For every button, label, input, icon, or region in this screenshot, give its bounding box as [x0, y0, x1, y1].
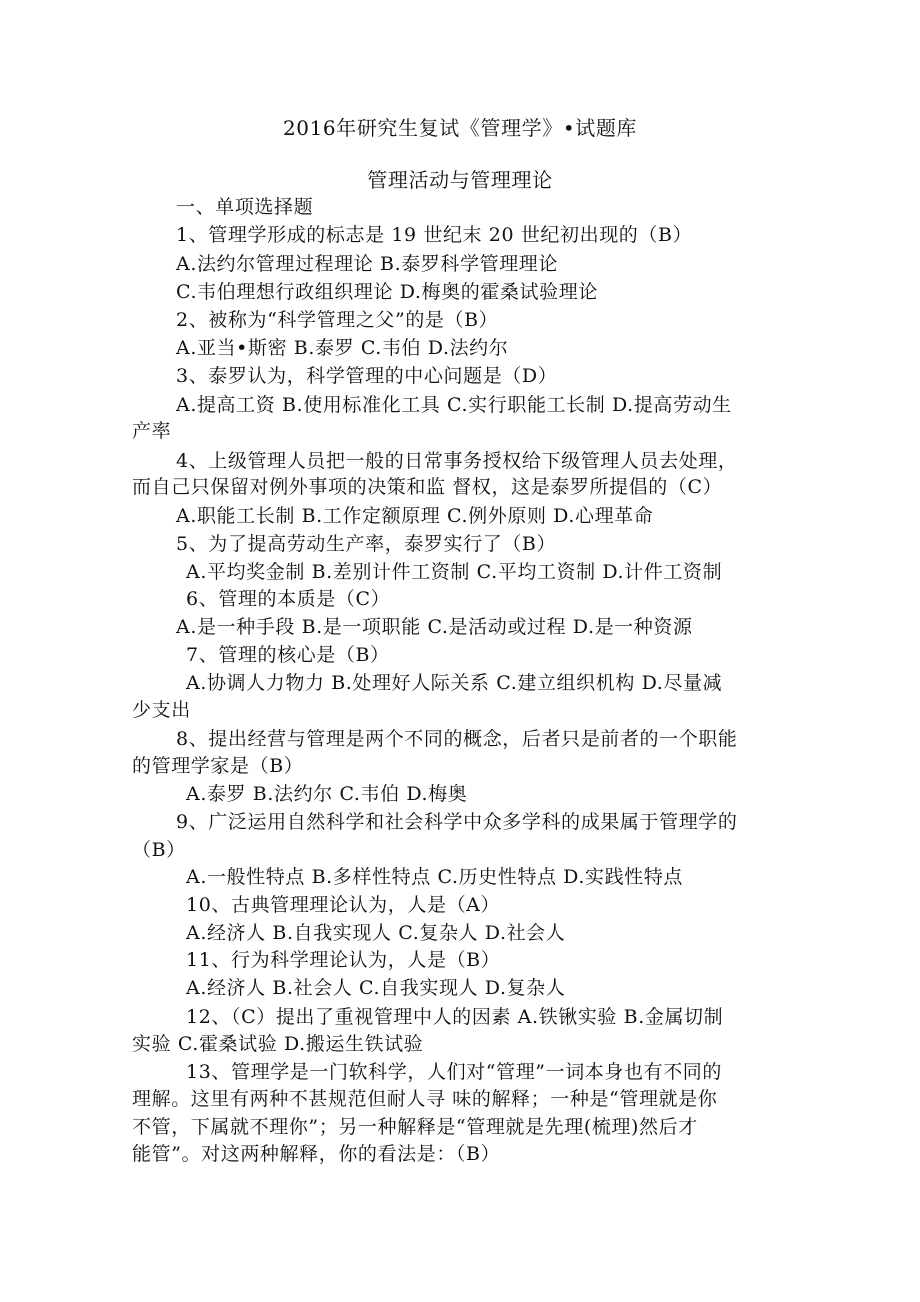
question-8-options: A.泰罗 B.法约尔 C.韦伯 D.梅奥 [186, 783, 468, 805]
question-1: 1、管理学形成的标志是 19 世纪末 20 世纪初出现的（B） [176, 224, 693, 246]
question-13-cont-3: 能管”。对这两种解释，你的看法是：（B） [132, 1143, 501, 1165]
question-7: 7、管理的核心是（B） [186, 644, 390, 666]
question-5: 5、为了提高劳动生产率，泰罗实行了（B） [176, 533, 557, 555]
question-11-options: A.经济人 B.社会人 C.自我实现人 D.复杂人 [186, 977, 566, 999]
question-6-options: A.是一种手段 B.是一项职能 C.是活动或过程 D.是一种资源 [176, 616, 693, 638]
question-1-options-ab: A.法约尔管理过程理论 B.泰罗科学管理理论 [176, 253, 559, 275]
question-8-cont: 的管理学家是（B） [132, 755, 304, 777]
section-title: 管理活动与管理理论 [367, 168, 553, 192]
question-3-options: A.提高工资 B.使用标准化工具 C.实行职能工长制 D.提高劳动生 [176, 394, 732, 416]
question-4: 4、上级管理人员把一般的日常事务授权给下级管理人员去处理， [176, 450, 738, 472]
question-13: 13、管理学是一门软科学，人们对“管理”一词本身也有不同的 [186, 1061, 723, 1083]
question-7-options: A.协调人力物力 B.处理好人际关系 C.建立组织机构 D.尽量减 [186, 672, 723, 694]
document-title: 2016年研究生复试《管理学》•试题库 [282, 116, 638, 140]
question-10: 10、古典管理理论认为，人是（A） [186, 894, 501, 916]
question-11: 11、行为科学理论认为，人是（B） [186, 949, 501, 971]
question-2-options: A.亚当•斯密 B.泰罗 C.韦伯 D.法约尔 [176, 337, 509, 359]
question-12-cont: 实验 C.霍桑试验 D.搬运生铁试验 [132, 1033, 424, 1055]
question-13-cont-1: 理解。这里有两种不甚规范但耐人寻 味的解释；一种是“管理就是你 [132, 1088, 718, 1110]
question-1-options-cd: C.韦伯理想行政组织理论 D.梅奥的霍桑试验理论 [176, 281, 598, 303]
question-3-options-cont: 产率 [132, 420, 172, 442]
question-2: 2、被称为“科学管理之父”的是（B） [176, 309, 499, 331]
question-6: 6、管理的本质是（C） [186, 588, 391, 610]
question-13-cont-2: 不管，下属就不理你”；另一种解释是“管理就是先理(梳理)然后才 [132, 1116, 698, 1138]
section-heading: 一、单项选择题 [176, 196, 314, 218]
question-7-options-cont: 少支出 [132, 699, 191, 721]
question-9-cont: （B） [132, 839, 186, 861]
question-9: 9、广泛运用自然科学和社会科学中众多学科的成果属于管理学的 [176, 811, 738, 833]
question-9-options: A.一般性特点 B.多样性特点 C.历史性特点 D.实践性特点 [186, 866, 683, 888]
question-3: 3、泰罗认为，科学管理的中心问题是（D） [176, 365, 558, 387]
question-8: 8、提出经营与管理是两个不同的概念，后者只是前者的一个职能 [176, 728, 738, 750]
question-4-options: A.职能工长制 B.工作定额原理 C.例外原则 D.心理革命 [176, 505, 654, 527]
question-5-options: A.平均奖金制 B.差别计件工资制 C.平均工资制 D.计件工资制 [186, 561, 723, 583]
question-10-options: A.经济人 B.自我实现人 C.复杂人 D.社会人 [186, 922, 566, 944]
question-12: 12、（C）提出了重视管理中人的因素 A.铁锹实验 B.金属切制 [186, 1006, 724, 1028]
question-4-cont: 而自己只保留对例外事项的决策和监 督权，这是泰罗所提倡的（C） [132, 476, 723, 498]
